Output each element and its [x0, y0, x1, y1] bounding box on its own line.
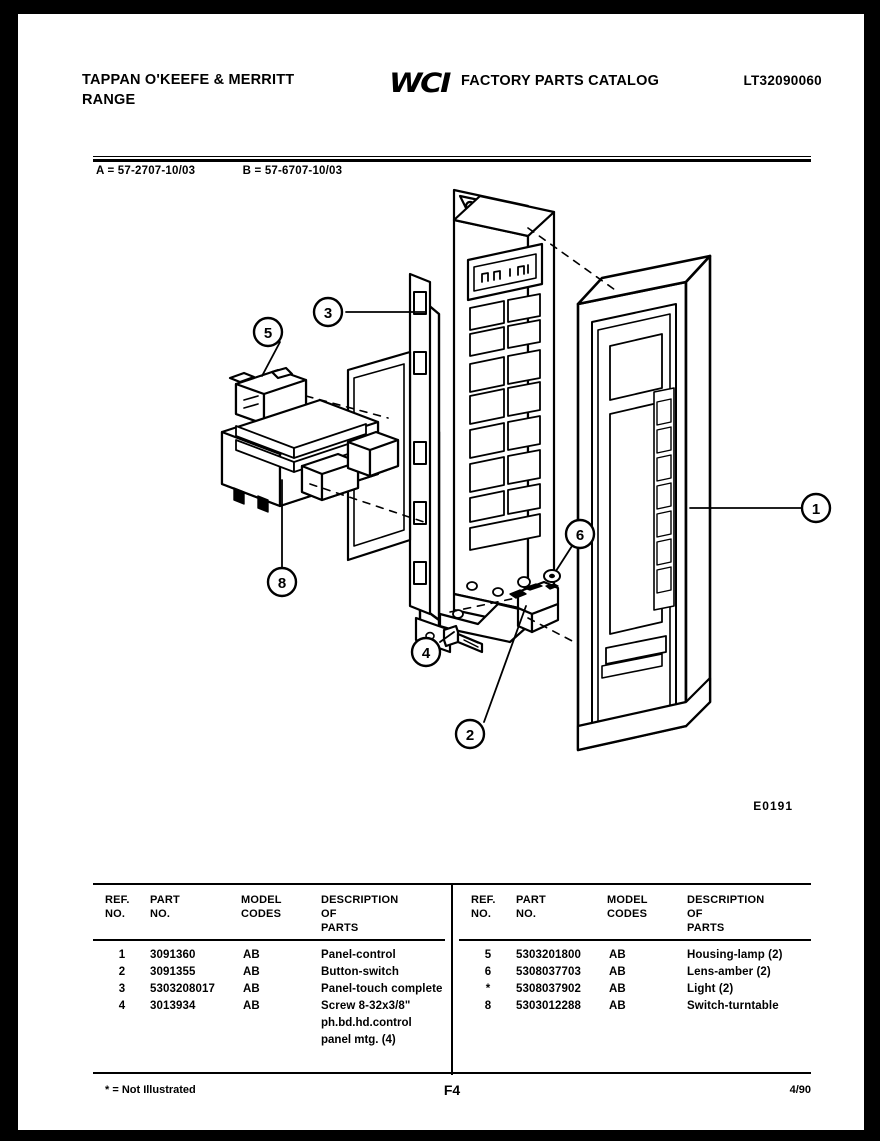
cell-model: AB: [609, 966, 626, 978]
cell-model: AB: [609, 983, 626, 995]
not-illustrated-note: * = Not Illustrated: [105, 1084, 196, 1096]
cell-desc: Switch-turntable: [687, 1000, 779, 1012]
svg-text:3: 3: [323, 305, 333, 322]
table-row: [93, 1000, 445, 1017]
drawing-reference: E0191: [753, 799, 793, 813]
desc-continuation: panel mtg. (4): [321, 1034, 396, 1046]
svg-text:6: 6: [575, 527, 585, 544]
table-header-left: REF. NO. PART NO. MODEL CODES DESCRIPTION OF PARTS: [105, 894, 399, 934]
cell-ref: 2: [118, 966, 126, 978]
callout-3: [314, 298, 342, 326]
cell-desc: Light (2): [687, 983, 734, 995]
cell-model: AB: [243, 966, 260, 978]
brand-line-2: RANGE: [82, 92, 136, 108]
wci-logo: WCI: [389, 68, 450, 99]
exploded-parts-diagram: [58, 174, 848, 864]
model-code-a: A = 57-2707-10/03: [96, 165, 196, 177]
cell-ref: 3: [118, 983, 126, 995]
cell-part: 5303208017: [150, 983, 215, 995]
page-header: [82, 70, 822, 122]
table-vertical-divider: [451, 885, 453, 1075]
table-row: [459, 1000, 811, 1017]
table-rows-left: [93, 949, 445, 1051]
svg-text:2: 2: [465, 727, 475, 744]
cell-part: 5303201800: [516, 949, 581, 961]
cell-desc: Button-switch: [321, 966, 399, 978]
page-number: F4: [443, 1082, 461, 1098]
table-row: [459, 966, 811, 983]
cell-part: 3091355: [150, 966, 196, 978]
cell-part: 3091360: [150, 949, 196, 961]
callout-8: [268, 568, 296, 596]
footer-rule: [93, 1072, 811, 1074]
cell-model: AB: [609, 949, 626, 961]
callout-1: [802, 494, 830, 522]
cell-ref: 1: [118, 949, 126, 961]
cell-desc: Panel-control: [321, 949, 396, 961]
table-row: [459, 949, 811, 966]
cell-desc: Screw 8-32x3/8": [321, 1000, 411, 1012]
cell-part: 5303012288: [516, 1000, 581, 1012]
catalog-title: FACTORY PARTS CATALOG: [461, 73, 660, 89]
control-panel-door: [575, 256, 710, 750]
callout-4: [412, 638, 440, 666]
svg-text:8: 8: [277, 575, 287, 592]
svg-text:1: 1: [811, 501, 821, 518]
revision-date: 4/90: [789, 1084, 811, 1096]
cell-model: AB: [243, 983, 260, 995]
callout-2: [456, 720, 484, 748]
cell-desc: Lens-amber (2): [687, 966, 771, 978]
cell-ref: 8: [484, 1000, 492, 1012]
table-header-rule-left: [93, 939, 445, 941]
cell-desc: Housing-lamp (2): [687, 949, 783, 961]
svg-text:5: 5: [263, 325, 273, 342]
brand-line-1: TAPPAN O'KEEFE & MERRITT: [82, 72, 295, 88]
cell-part: 3013934: [150, 1000, 196, 1012]
catalog-page: [18, 14, 864, 1130]
cell-model: AB: [243, 949, 260, 961]
table-row: [93, 966, 445, 983]
cell-part: 5308037902: [516, 983, 581, 995]
cell-ref: 6: [484, 966, 492, 978]
cell-desc: Panel-touch complete: [321, 983, 443, 995]
callout-5: [254, 318, 282, 346]
cell-model: AB: [609, 1000, 626, 1012]
table-rows-right: [459, 949, 811, 1017]
table-header-rule-right: [459, 939, 811, 941]
parts-table-left: [93, 885, 445, 1075]
parts-table-right: [459, 885, 811, 1075]
cell-ref: 4: [118, 1000, 126, 1012]
table-row: [93, 983, 445, 1000]
desc-continuation: ph.bd.hd.control: [321, 1017, 412, 1029]
header-rule-thin: [93, 156, 811, 157]
parts-table: [93, 885, 811, 1075]
catalog-number: LT32090060: [743, 73, 822, 88]
cell-ref: *: [485, 983, 491, 995]
cell-model: AB: [243, 1000, 260, 1012]
table-row: [93, 949, 445, 966]
page-footer: [93, 1084, 811, 1106]
header-rule-thick: [93, 159, 811, 162]
table-row: [459, 983, 811, 1000]
cell-ref: 5: [484, 949, 492, 961]
table-header-right: REF. NO. PART NO. MODEL CODES DESCRIPTION OF PARTS: [471, 894, 765, 934]
model-code-b: B = 57-6707-10/03: [242, 165, 343, 177]
svg-text:4: 4: [421, 645, 431, 662]
callout-6: [566, 520, 594, 548]
cell-part: 5308037703: [516, 966, 581, 978]
brand-name: [82, 70, 332, 110]
